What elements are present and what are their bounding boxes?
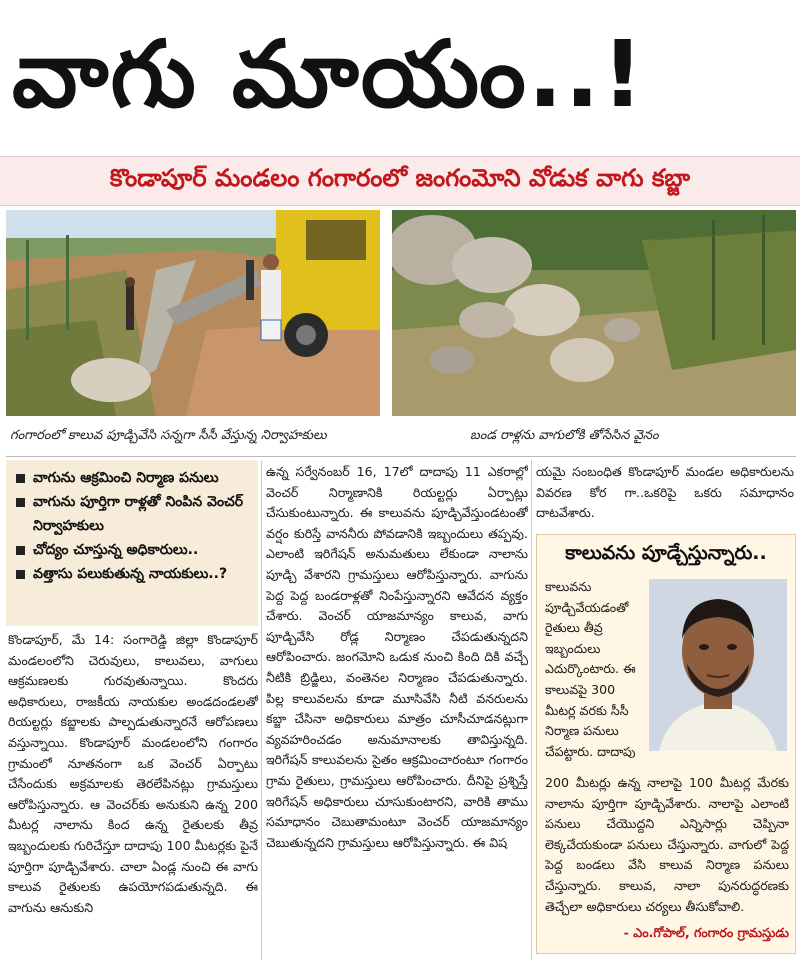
bullet-item: వత్తాసు పలుకుతున్న నాయకులు..? (16, 562, 252, 586)
square-bullet-icon (16, 546, 25, 555)
quote-attribution: - ఎం.గోపాల్, గంగారం గ్రామస్తుడు (623, 925, 789, 940)
square-bullet-icon (16, 498, 25, 507)
bullet-item: వాగును పూర్తిగా రాళ్లతో నింపిన వెంచర్ నిర్వాహకులు (16, 490, 252, 538)
left-photo-caption: గంగారంలో కాలువ పూడ్చివేసి సన్నగా సీసీ వేస్తున్న నిర్వాహకులు (10, 428, 327, 443)
column-divider (531, 460, 532, 960)
column-divider (261, 460, 262, 960)
boulders-in-stream-photo (392, 210, 796, 416)
highlight-box (6, 460, 258, 626)
sidebar-title: కాలువను పూడ్చేస్తున్నారు.. (565, 541, 767, 564)
canal-construction-photo (6, 210, 380, 416)
bullet-item: వాగును ఆక్రమించి నిర్మాణ పనులు (16, 466, 252, 490)
square-bullet-icon (16, 570, 25, 579)
quote-sidebar (536, 534, 796, 954)
article-column-3: యమై సంబంధిత కొండాపూర్ మండల అధికారులను వివరణ కోర గా..ఒకరిపై ఒకరు సమాధానం దాటవేశారు. (536, 464, 794, 521)
article-column-1: కొండాపూర్, మే 14: సంగారెడ్డి జిల్లా కొండాపూర్ మండలంలోని చెరువులు, కాలువలు, వాగులు ఆక్రమణలకు గురవుతున్నాయి. కొందరు అధికారులు, రాజకీయ నాయకుల అండదండలతో రియల్టర్లు కబ్జాలకు పాల్పడుతున్నారనే ఆరోపణలు వస్తున్నాయి. కొండాపూర్ మండలంలోని గంగారం గ్రామంలో నూతనంగా ఒక వెంచర్ ఏర్పాటు చేసేందుకు అక్రమాలకు తెరలేపినట్లు గ్రామస్తులు ఆరోపిస్తున్నారు. ఆ వెంచర్‌కు అనుకుని ఉన్న 200 మీటర్ల నాలాను కింద ఉన్న రైతులకు తీవ్ర ఇబ్బందులకు గురిచేస్తూ దాదాపు 100 మీటర్లకు పైనే పూర్తిగా పూడ్చివేశారు. చాలా ఏండ్ల నుంచి ఈ వాగు కాలువ రైతులకు ఉపయోగపడుతున్నది. ఈ వాగును ఆనుకుని (8, 632, 258, 915)
sidebar-text-wide: 200 మీటర్లు ఉన్న నాలాపై 100 మీటర్ల మేరకు నాలాను పూర్తిగా పూడ్చివేశారు. నాలాపై ఎలాంటి పనులు చేయొద్దని ఎన్నిసార్లు చెప్పినా లెక్కచేయకుండా పనులు చేస్తున్నారు. వాగులో పెద్ద పెద్ద బండలు వేసి కాలువ నిర్మాణ పనులు చేస్తున్నారు. కాలువ, నాలా పునరుద్ధరణకు తెచ్చేలా అధికారులు చర్యలు తీసుకోవాలి. (545, 775, 789, 914)
subheadline: కొండాపూర్ మండలం గంగారంలో జంగంమోని వోడుక వాగు కబ్జా (0, 156, 800, 206)
article-column-2: ఉన్న సర్వేనంబర్ 16, 17లో దాదాపు 11 ఎకరాల్లో వెంచర్ నిర్మాణానికి రియల్టర్లు ఏర్పాట్లు చేసుకుంటున్నారు. ఈ కాలువను పూడ్చివేస్తుండటంతో వర్షం కురిస్తే వాననీరు పోవడానికి ఇబ్బందులు తప్పవు. ఎలాంటి ఇరిగేషన్ అనుమతులు లేకుండా నాలాను పూడ్చి వేశారని గ్రామస్తులు ఆరోపిస్తున్నారు. వాగును పెద్ద పెద్ద బండరాళ్లతో నింపేస్తున్నారని ఆవేదన వ్యక్తం చేశారు. వెంచర్ యాజమాన్యం కాలువ, వాగు పూడ్చివేసి రోడ్ల నిర్మాణం చేపడుతున్నదని ఆరోపించారు. జంగమోని ఒడుక నుంచి కింది దికి వచ్చే నీటికి బ్రిడ్జిలు, వంతెనల నిర్మాణం చేపడుతున్నారు. పిల్ల కాలువలను కూడా మూసివేసి నీటి వనరులను కబ్జా చేసినా అధికారులు మాత్రం చూసీచూడనట్లుగా వ్యవహరించడం అనుమానాలకు తావిస్తున్నది. ఇరిగేషన్ కాలువలను సైతం ఆక్రమించారంటూ గంగారం గ్రామ రైతులు, గ్రామస్తులు ఆరోపించారు. దీనిపై ప్రశ్నిస్తే ఇరిగేషన్ అధికారులు చూసుకుంటారని, వారికి తాము సమాధానం చెబుతామంటూ వెంచర్ యాజమాన్యం చెబుతున్నదని గ్రామస్తులు ఆరోపిస్తున్నారు. ఈ విష (266, 464, 528, 850)
square-bullet-icon (16, 474, 25, 483)
divider (6, 456, 796, 457)
sidebar-text-narrow: కాలువను పూడ్చివేయడంతో రైతులు తీవ్ర ఇబ్బందులు ఎదుర్కొంటారు. ఈ కాలువపై 300 మీటర్ల వరకు సీసీ నిర్మాణ పనులు చేపట్టారు. దాదాపు (545, 579, 636, 759)
right-photo-caption: బండ రాళ్లను వాగులోకి తోసేసిన వైనం (470, 428, 659, 443)
headline: వాగు మాయం..! (12, 21, 646, 128)
person-portrait-photo (649, 579, 787, 751)
bullet-item: చోద్యం చూస్తున్న అధికారులు.. (16, 538, 252, 562)
